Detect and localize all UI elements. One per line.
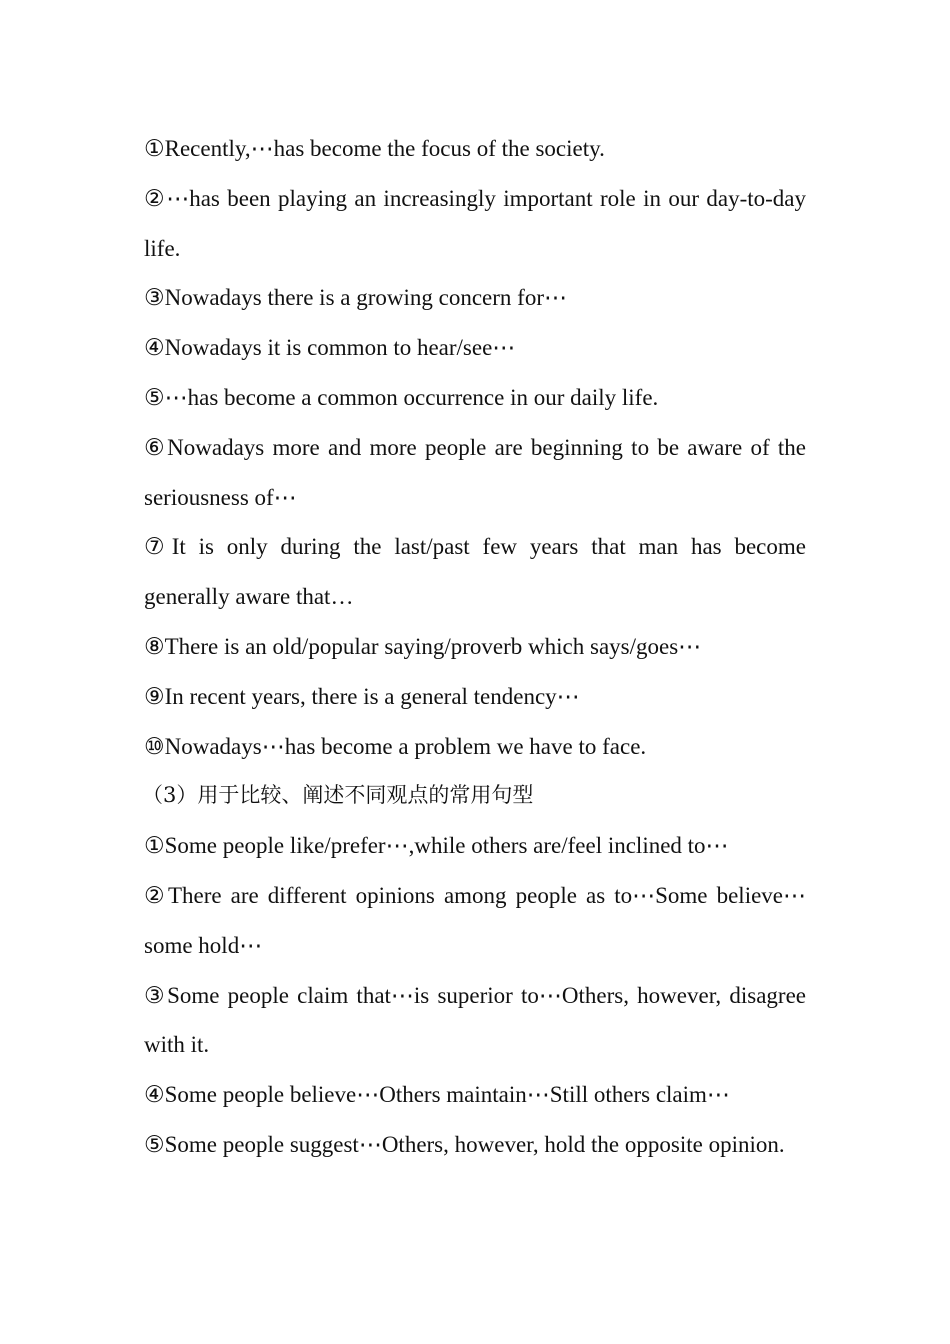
sentence-pattern-item: ③Some people claim that⋯is superior to⋯Others, however, disagree with it. — [144, 982, 806, 1058]
sentence-pattern-item: ④Some people believe⋯Others maintain⋯Still others claim⋯ — [144, 1082, 730, 1108]
sentence-pattern-item: ③Nowadays there is a growing concern for⋯ — [144, 285, 567, 311]
sentence-pattern-item: ⑥Nowadays more and more people are beginning to be aware of the seriousness of⋯ — [144, 434, 806, 510]
document-page — [144, 124, 806, 1170]
section-heading: （3）用于比较、阐述不同观点的常用句型 — [142, 783, 534, 808]
sentence-pattern-item: ④Nowadays it is common to hear/see⋯ — [144, 335, 516, 361]
sentence-pattern-item: ⑧There is an old/popular saying/proverb which says/goes⋯ — [144, 633, 702, 659]
sentence-pattern-item: ⑨In recent years, there is a general tendency⋯ — [144, 683, 580, 709]
sentence-pattern-item: ②⋯has been playing an increasingly important role in our day-to-day life. — [144, 185, 806, 261]
sentence-pattern-item: ①Some people like/prefer⋯,while others are/feel inclined to⋯ — [144, 833, 729, 859]
sentence-pattern-item: ①Recently,⋯has become the focus of the society. — [144, 136, 605, 161]
sentence-pattern-item: ②There are different opinions among people as to⋯Some believe⋯some hold⋯ — [144, 882, 806, 958]
sentence-pattern-item: ⑩Nowadays⋯has become a problem we have to face. — [144, 733, 647, 759]
sentence-pattern-item: ⑤⋯has become a common occurrence in our daily life. — [144, 384, 659, 410]
sentence-pattern-item: ⑦It is only during the last/past few years that man has become generally aware that… — [144, 534, 806, 610]
sentence-pattern-item: ⑤Some people suggest⋯Others, however, hold the opposite opinion. — [144, 1131, 785, 1157]
